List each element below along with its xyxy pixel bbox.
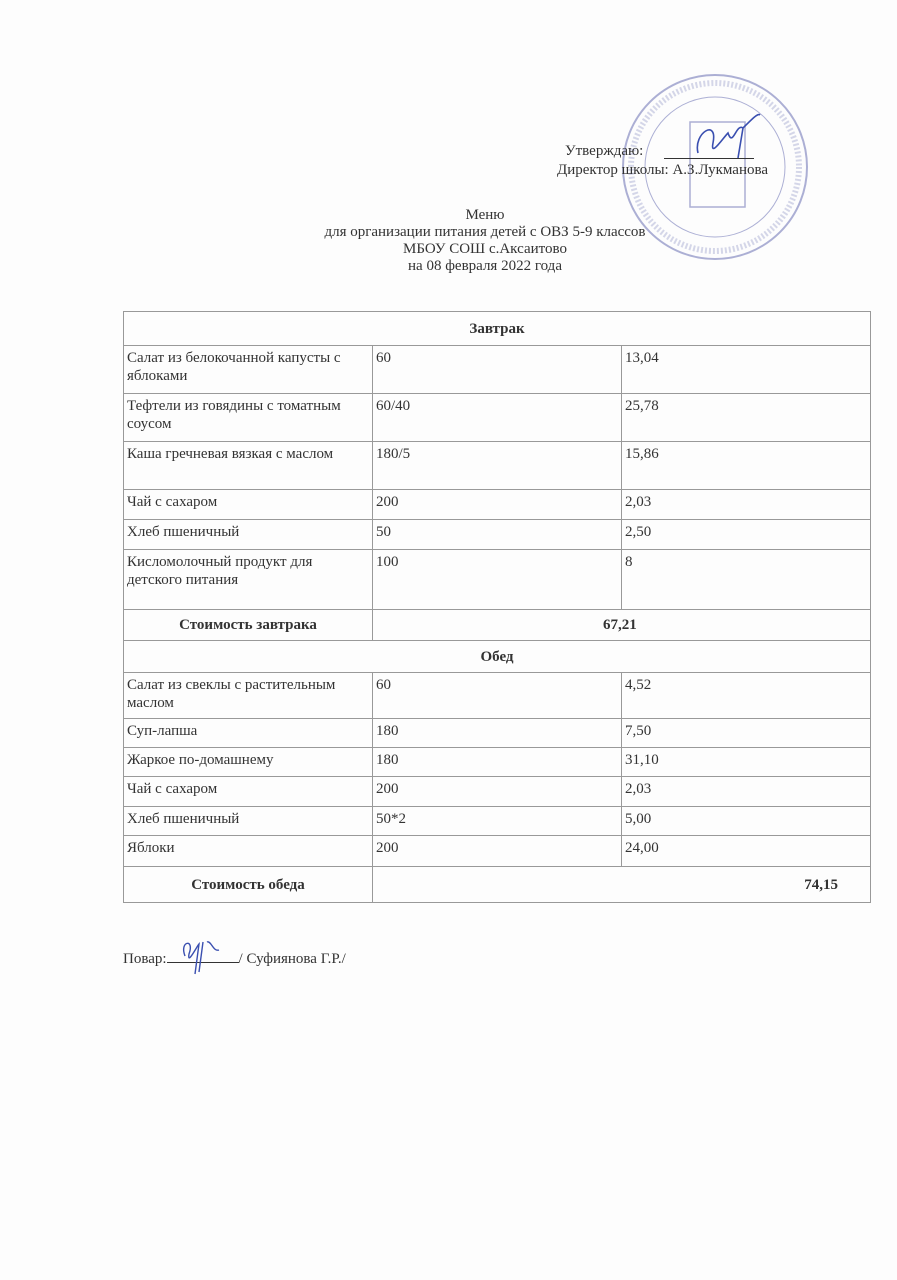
breakfast-total-label: Стоимость завтрака <box>124 610 373 641</box>
table-row: Каша гречневая вязкая с маслом 180/5 15,86 <box>124 442 871 490</box>
table-row: Яблоки 200 24,00 <box>124 836 871 867</box>
lunch-total: 74,15 <box>373 867 871 903</box>
table-row: Хлеб пшеничный 50 2,50 <box>124 520 871 550</box>
approval-signature-line <box>664 158 754 159</box>
menu-date: на 08 февраля 2022 года <box>408 258 562 274</box>
cook-label: Повар: <box>123 951 167 967</box>
section-lunch: Обед <box>124 641 871 673</box>
approval-label: Утверждаю: <box>565 143 644 159</box>
section-breakfast: Завтрак <box>124 312 871 346</box>
cook-signature-line <box>123 948 346 968</box>
breakfast-total: 67,21 <box>373 610 871 641</box>
menu-table <box>123 311 871 903</box>
cook-signature <box>167 948 239 963</box>
cook-name: / Суфиянова Г.Р./ <box>238 951 346 967</box>
school-name: МБОУ СОШ с.Аксаитово <box>403 241 567 257</box>
table-row: Салат из свеклы с растительным маслом 60 4,52 <box>124 673 871 719</box>
doc-subtitle: для организации питания детей с ОВЗ 5-9 классов <box>324 224 646 240</box>
table-row: Чай с сахаром 200 2,03 <box>124 777 871 807</box>
table-row: Тефтели из говядины с томатным соусом 60/40 25,78 <box>124 394 871 442</box>
lunch-total-label: Стоимость обеда <box>124 867 373 903</box>
doc-title: Меню <box>465 207 505 223</box>
director-name: Директор школы: А.З.Лукманова <box>557 162 769 178</box>
table-row: Суп-лапша 180 7,50 <box>124 719 871 748</box>
table-row: Жаркое по-домашнему 180 31,10 <box>124 748 871 777</box>
table-row: Салат из белокочанной капусты с яблоками 60 13,04 <box>124 346 871 394</box>
table-row: Кисломолочный продукт для детского питания 100 8 <box>124 550 871 610</box>
table-row: Хлеб пшеничный 50*2 5,00 <box>124 807 871 836</box>
table-row: Чай с сахаром 200 2,03 <box>124 490 871 520</box>
